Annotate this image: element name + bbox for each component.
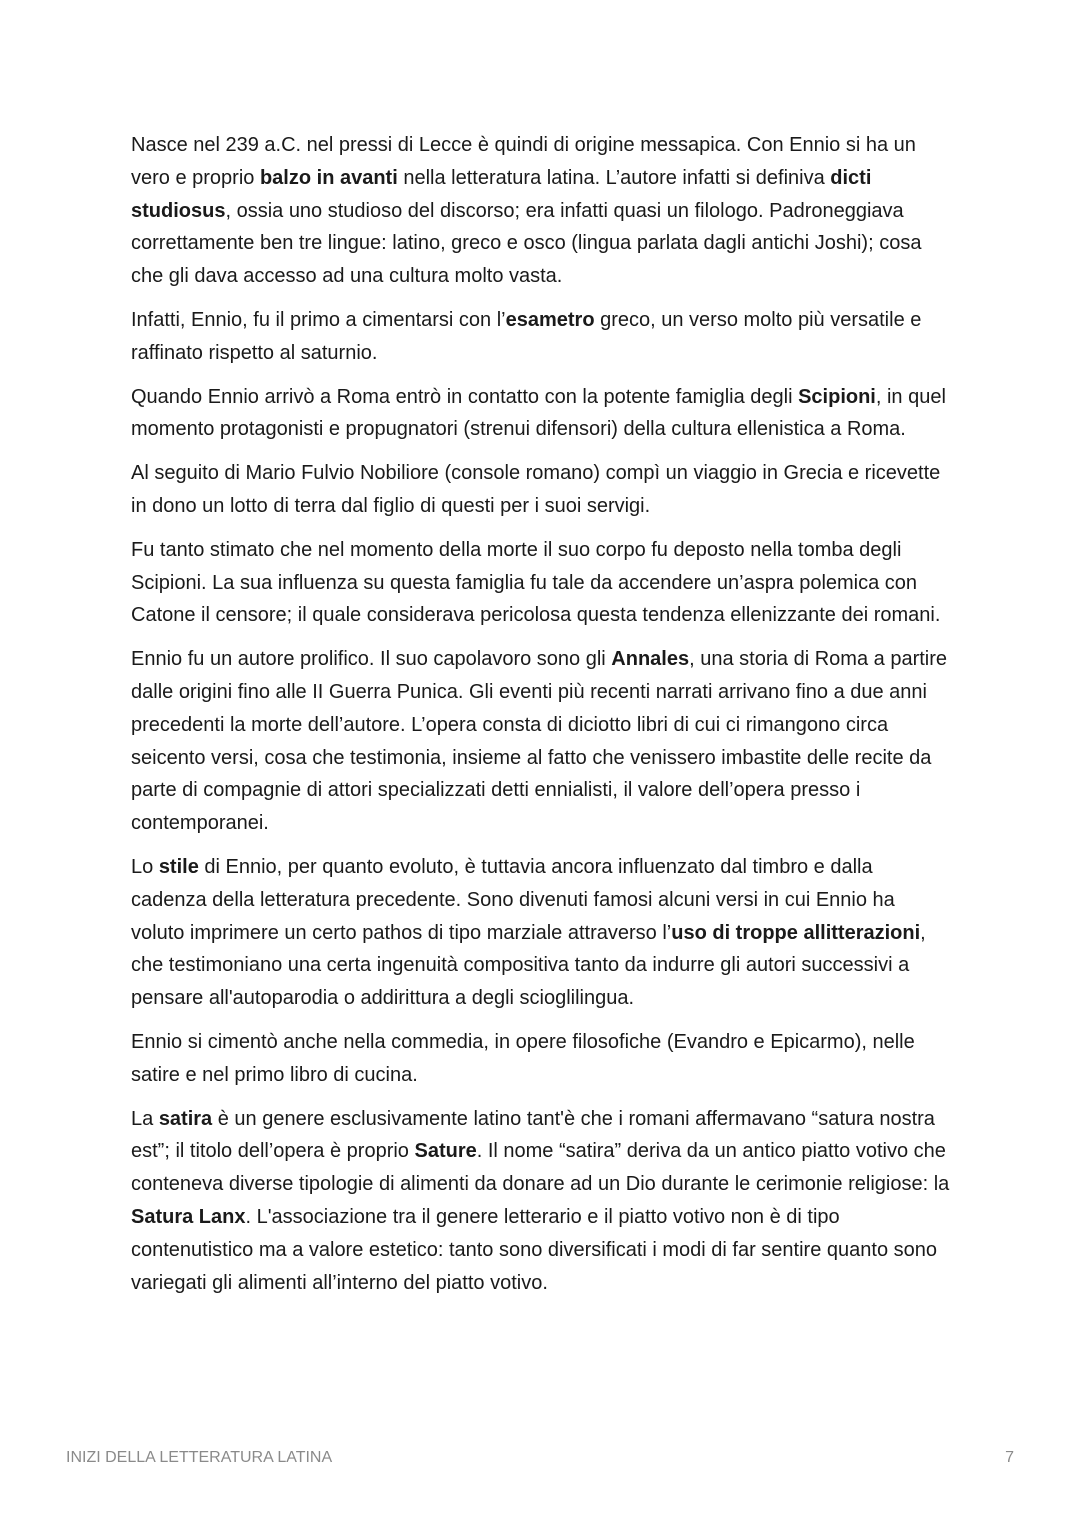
bold-term: satira [158, 1107, 213, 1130]
text-run: Ennio si cimentò anche nella commedia, in opere filosofiche (Evandro e Epicarmo), nelle satire e nel primo libro di cucina. [131, 1030, 915, 1086]
bold-term: esametro [505, 308, 595, 331]
page-footer [66, 1449, 1014, 1467]
text-run: , che testimoniano una certa ingenuità compositiva tanto da indurre gli autori successivi a pensare all'autoparodia o addirittura a degli scioglilingua. [131, 921, 926, 1010]
text-run: greco, un verso molto più versatile e raffinato rispetto al saturnio. [131, 308, 922, 364]
paragraph [131, 1026, 953, 1092]
text-run: , ossia uno studioso del discorso; era infatti quasi un filologo. Padroneggiava correttamente ben tre lingue: latino, greco e osco (lingua parlata dagli antichi Joshi); cosa che gli dava accesso ad una cultura molto vasta. [131, 199, 922, 288]
paragraph [131, 457, 953, 523]
text-run: . Il nome “satira” deriva da un antico piatto votivo che conteneva diverse tipologie di alimenti da donare ad un Dio durante le cerimonie religiose: la [131, 1140, 950, 1196]
text-run: di Ennio, per quanto evoluto, è tuttavia ancora influenzato dal timbro e dalla cadenza della letteratura precedente. Sono divenuti famosi alcuni versi in cui Ennio ha voluto imprimere un certo pathos di tipo marziale attraverso l’ [131, 855, 895, 944]
paragraph [131, 1103, 953, 1300]
text-run: nella letteratura latina. L’autore infatti si definiva [397, 166, 831, 189]
text-run: . L'associazione tra il genere letterario e il piatto votivo non è di tipo contenutistico ma a valore estetico: tanto sono diversificati i modi di far sentire quanto sono variegati gli alimenti all’interno del piatto votivo. [131, 1205, 937, 1294]
text-run: Al seguito di Mario Fulvio Nobiliore (console romano) compì un viaggio in Grecia e ricevette in dono un lotto di terra dal figlio di questi per i suoi servigi. [131, 462, 941, 517]
paragraph [131, 129, 953, 293]
text-run: , una storia di Roma a partire dalle origini fino alle II Guerra Punica. Gli eventi più recenti narrati arrivano fino a due anni precedenti la morte dell’autore. L’opera consta di diciotto libri di cui ci rimangono circa seicento versi, cosa che testimonia, insieme al fatto che venissero imbastite delle recite da parte di compagnie di attori specializzati detti ennialisti, il valore dell’opera presso i contemporanei. [131, 648, 948, 835]
bold-term: balzo in avanti [259, 166, 398, 189]
paragraph [131, 381, 953, 447]
text-run: La [131, 1107, 159, 1130]
footer-title: INIZI DELLA LETTERATURA LATINA [66, 1449, 333, 1466]
paragraph [131, 534, 953, 632]
text-run: Nasce nel 239 a.C. nel pressi di Lecce è quindi di origine messapica. Con Ennio si ha un vero e proprio [131, 134, 916, 189]
bold-term: stile [158, 855, 199, 878]
bold-term: Scipioni [798, 385, 876, 408]
text-run: Infatti, Ennio, fu il primo a cimentarsi con l’ [131, 308, 506, 331]
page-body [131, 129, 953, 1310]
bold-term: uso di troppe allitterazioni [671, 921, 921, 944]
paragraph [131, 304, 953, 370]
text-run: Lo [131, 855, 159, 878]
bold-term: Annales [611, 648, 690, 671]
page-number: 7 [1005, 1449, 1014, 1466]
text-run: Quando Ennio arrivò a Roma entrò in contatto con la potente famiglia degli [131, 385, 799, 408]
bold-term: dicti studiosus [131, 166, 872, 222]
paragraph [131, 643, 953, 840]
bold-term: Satura Lanx [131, 1205, 246, 1228]
bold-term: Sature [414, 1140, 477, 1163]
text-run: Ennio fu un autore prolifico. Il suo capolavoro sono gli [131, 648, 612, 671]
paragraph [131, 851, 953, 1015]
text-run: , in quel momento protagonisti e propugnatori (strenui difensori) della cultura ellenistica a Roma. [131, 385, 946, 441]
text-run: è un genere esclusivamente latino tant'è che i romani affermavano “satura nostra est”; il titolo dell’opera è proprio [131, 1107, 935, 1163]
text-run: Fu tanto stimato che nel momento della morte il suo corpo fu deposto nella tomba degli Scipioni. La sua influenza su questa famiglia fu tale da accendere un’aspra polemica con Catone il censore; il quale considerava pericolosa questa tendenza ellenizzante dei romani. [131, 538, 941, 627]
